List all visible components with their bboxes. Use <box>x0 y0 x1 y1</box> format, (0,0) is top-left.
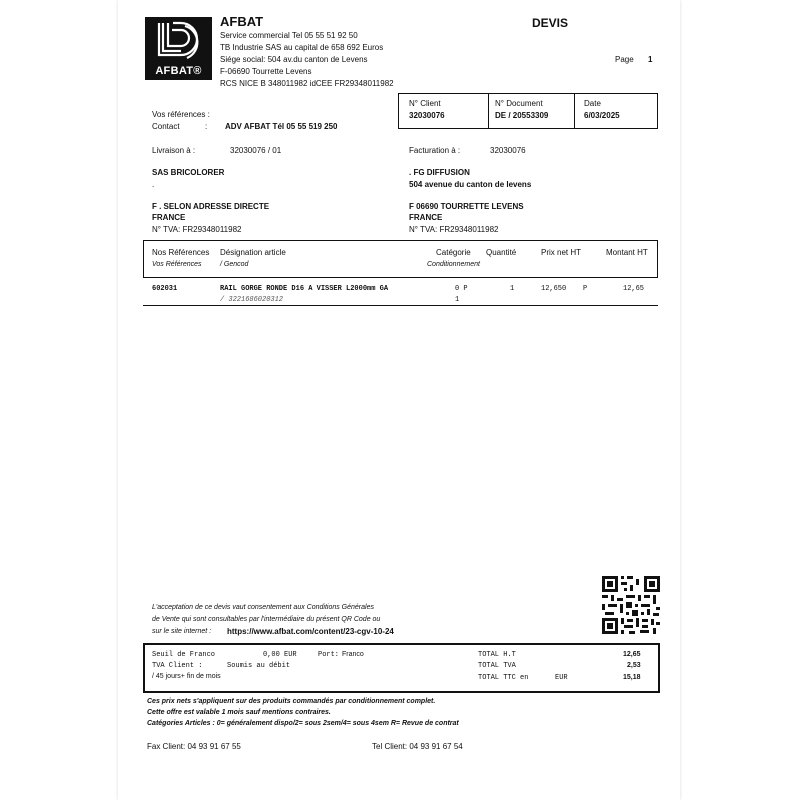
company-line-4: F-06690 Tourrette Levens <box>220 67 312 76</box>
row-prix-unit: P <box>583 285 588 293</box>
contact-label: Contact <box>152 122 180 131</box>
company-line-2: TB Industrie SAS au capital de 658 692 Euros <box>220 43 384 52</box>
col-designation: Désignation article <box>220 248 286 257</box>
row-designation: RAIL GORGE RONDE D16 A VISSER L2000mm GA <box>220 285 389 293</box>
page-label: Page <box>615 55 634 64</box>
total-tva-value: 2,53 <box>627 662 641 669</box>
cgv-link[interactable]: https://www.afbat.com/content/23-cgv-10-24 <box>227 627 394 636</box>
row-gencod: / 3221686020312 <box>220 296 284 304</box>
document-number-label: N° Document <box>495 99 543 108</box>
company-line-5: RCS NICE B 348011982 idCEE FR29348011982 <box>220 79 394 88</box>
total-ttc-value: 15,18 <box>623 674 641 681</box>
row-montant: 12,65 <box>623 285 645 293</box>
company-line-1: Service commercial Tel 05 55 51 92 50 <box>220 31 358 40</box>
port-value: Franco <box>342 651 364 658</box>
row-prix: 12,650 <box>541 285 567 293</box>
tva-client-label: TVA Client : <box>152 662 203 670</box>
seuil-franco-value: 0,00 EUR <box>263 651 297 659</box>
document-type: DEVIS <box>532 16 569 30</box>
port-label: Port: <box>318 651 340 659</box>
totals-box <box>143 643 660 693</box>
facturation-label: Facturation à : <box>409 146 461 155</box>
facturation-address-line-3: F 06690 TOURRETTE LEVENS <box>409 202 524 211</box>
qr-code-icon <box>600 574 662 636</box>
client-number-value: 32030076 <box>409 111 445 120</box>
cgv-line-1: L'acceptation de ce devis vaut consentement aux Conditions Générales <box>152 604 374 611</box>
afbat-logo <box>145 17 212 80</box>
col-montant: Montant HT <box>606 248 648 257</box>
table-bottom-line <box>143 305 658 306</box>
facturation-address-line-2: 504 avenue du canton de levens <box>409 180 532 189</box>
facturation-value: 32030076 <box>490 146 526 155</box>
company-line-3: Siége social: 504 av.du canton de Levens <box>220 55 368 64</box>
row-reference: 602031 <box>152 285 178 293</box>
fax-client: Fax Client: 04 93 91 67 55 <box>147 742 241 751</box>
seuil-franco-label: Seuil de Franco <box>152 651 216 659</box>
client-number-label: N° Client <box>409 99 441 108</box>
col-gencod: / Gencod <box>220 261 249 268</box>
livraison-address-line-1: SAS BRICOLORER <box>152 168 225 177</box>
facturation-address-line-1: . FG DIFFUSION <box>409 168 470 177</box>
livraison-address-line-3: F . SELON ADRESSE DIRECTE <box>152 202 270 211</box>
afbat-logo-mark-icon <box>145 17 212 63</box>
col-quantite: Quantité <box>486 248 517 257</box>
note-line-3: Catégories Articles : 0= généralement dispo/2= sous 2sem/4= sous 4sem R= Revue de contrat <box>147 720 459 727</box>
header-divider <box>574 93 575 128</box>
total-ht-value: 12,65 <box>623 651 641 658</box>
row-quantite: 1 <box>510 285 515 293</box>
row-conditionnement: 1 <box>455 296 460 304</box>
header-divider <box>488 93 489 128</box>
livraison-address-line-2: . <box>152 180 155 189</box>
date-value: 6/03/2025 <box>584 111 620 120</box>
company-name: AFBAT <box>220 14 264 29</box>
tel-client: Tel Client: 04 93 91 67 54 <box>372 742 463 751</box>
livraison-value: 32030076 / 01 <box>230 146 282 155</box>
logo-text: AFBAT® <box>155 65 202 77</box>
total-ttc-currency: EUR <box>555 674 568 682</box>
col-conditionnement: Conditionnement <box>427 261 480 268</box>
cgv-line-2: de Vente qui sont consultables par l'intermédiaire du présent QR Code ou <box>152 616 381 623</box>
note-line-2: Cette offre est valable 1 mois sauf mentions contraires. <box>147 709 331 716</box>
facturation-tva: N° TVA: FR29348011982 <box>409 225 499 234</box>
document-number-value: DE / 20553309 <box>495 111 549 120</box>
contact-separator: : <box>205 122 208 131</box>
cgv-line-3: sur le site internet : <box>152 628 212 635</box>
total-ttc-label: TOTAL TTC en <box>478 674 529 682</box>
livraison-tva: N° TVA: FR29348011982 <box>152 225 242 234</box>
contact-value: ADV AFBAT Tél 05 55 519 250 <box>225 122 338 131</box>
vos-references-label: Vos références : <box>152 110 210 119</box>
tva-client-value: Soumis au débit <box>227 662 291 670</box>
total-tva-label: TOTAL TVA <box>478 662 516 670</box>
livraison-label: Livraison à : <box>152 146 196 155</box>
col-vos-references: Vos Références <box>152 261 202 268</box>
livraison-address-line-4: FRANCE <box>152 213 186 222</box>
facturation-address-line-4: FRANCE <box>409 213 443 222</box>
payment-terms: / 45 jours+ fin de mois <box>152 673 221 680</box>
col-categorie: Catégorie <box>436 248 471 257</box>
col-prix-net: Prix net HT <box>541 248 582 257</box>
note-line-1: Ces prix nets s'appliquent sur des produits commandés par conditionnement complet. <box>147 698 436 705</box>
col-nos-references: Nos Références <box>152 248 210 257</box>
row-categorie: 0 P <box>455 285 468 293</box>
page-number: 1 <box>648 55 653 64</box>
table-header-box <box>143 240 658 278</box>
date-label: Date <box>584 99 601 108</box>
total-ht-label: TOTAL H.T <box>478 651 516 659</box>
